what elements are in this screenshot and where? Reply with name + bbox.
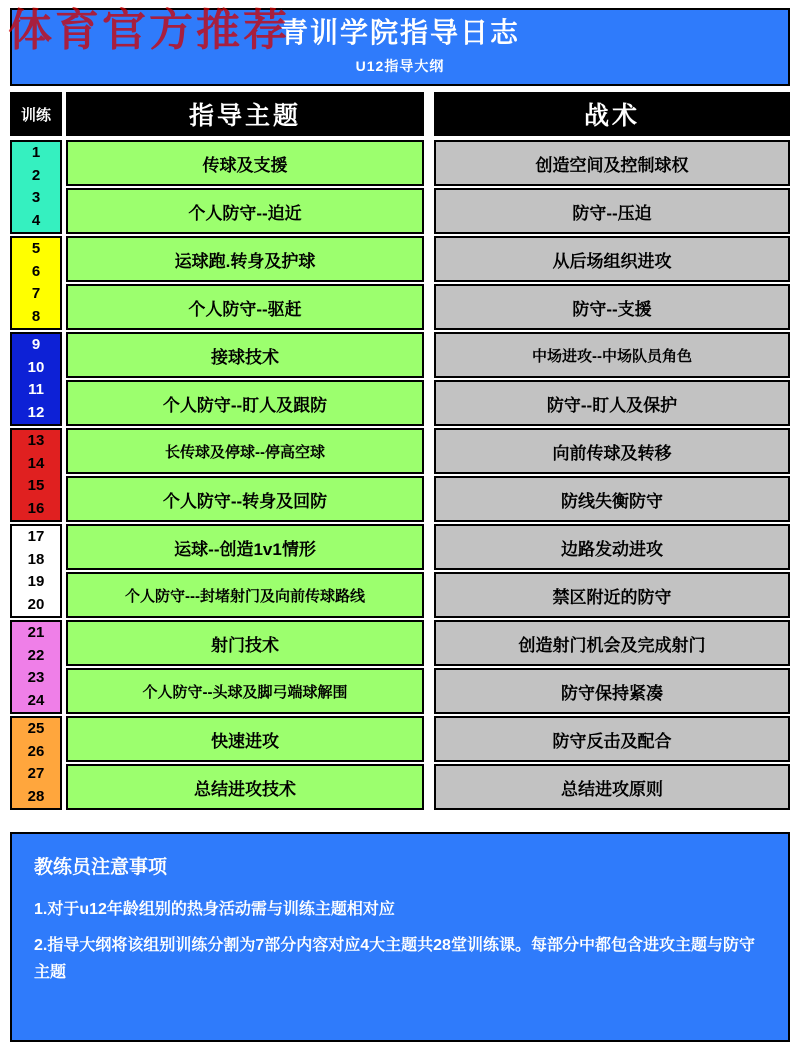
topic-cell: 个人防守--迫近 [66,188,424,234]
table-row [66,764,790,810]
table-row [66,572,790,618]
topic-cell: 长传球及停球--停高空球 [66,428,424,474]
session-number: 1 [31,144,41,162]
session-number: 9 [31,336,41,354]
session-number-group [10,236,62,330]
session-number: 14 [27,454,45,472]
training-table [10,92,790,812]
session-number: 26 [27,742,45,760]
session-number: 27 [27,765,45,783]
topic-cell: 个人防守--转身及回防 [66,476,424,522]
session-number: 12 [27,403,45,421]
topic-cell: 快速进攻 [66,716,424,762]
session-number-group [10,524,62,618]
session-number: 11 [28,381,44,399]
tactic-cell: 防线失衡防守 [434,476,790,522]
table-body [10,140,790,812]
session-number: 16 [27,499,45,517]
session-number: 18 [27,550,45,568]
topic-cell: 射门技术 [66,620,424,666]
topic-cell: 运球--创造1v1情形 [66,524,424,570]
session-number: 23 [27,669,45,687]
session-number-group [10,620,62,714]
topic-cell: 个人防守--头球及脚弓端球解围 [66,668,424,714]
column-header-tactic: 战术 [434,92,790,136]
session-number: 17 [27,528,45,546]
session-number: 24 [27,691,45,709]
tactic-cell: 防守--支援 [434,284,790,330]
table-row [66,668,790,714]
topic-cell: 接球技术 [66,332,424,378]
coach-notes-title: 教练员注意事项 [34,857,168,878]
topic-cell: 个人防守--盯人及跟防 [66,380,424,426]
tactic-cell: 总结进攻原则 [434,764,790,810]
tactic-cell: 防守--压迫 [434,188,790,234]
topic-cell: 运球跑.转身及护球 [66,236,424,282]
watermark-text: 体育官方推荐 [8,6,290,55]
coach-note-line: 1.对于u12年龄组别的热身活动需与训练主题相对应 [34,901,395,918]
table-row [66,620,790,666]
session-number: 2 [31,166,41,184]
session-number: 3 [31,189,41,207]
session-number-group [10,332,62,426]
table-row [66,140,790,186]
session-number-group [10,140,62,234]
table-row [66,428,790,474]
column-header-number: 训练 [10,92,62,136]
tactic-cell: 中场进攻--中场队员角色 [434,332,790,378]
coach-note-line: 2.指导大纲将该组别训练分割为7部分内容对应4大主题共28堂训练课。每部分中都包含进攻主题与防守主题 [34,937,755,981]
session-number: 20 [27,595,45,613]
table-row [66,332,790,378]
coach-notes-box [10,832,790,1042]
table-header-row [10,92,790,136]
session-number-column [10,140,62,812]
table-row [66,476,790,522]
session-number: 10 [27,358,45,376]
tactic-cell: 向前传球及转移 [434,428,790,474]
coach-notes-body [34,897,766,986]
topic-cell: 个人防守--驱赶 [66,284,424,330]
session-number: 21 [27,624,45,642]
tactic-cell: 防守反击及配合 [434,716,790,762]
table-row [66,716,790,762]
topic-cell: 总结进攻技术 [66,764,424,810]
table-row [66,284,790,330]
tactic-cell: 创造射门机会及完成射门 [434,620,790,666]
session-number: 7 [31,285,41,303]
session-number-group [10,716,62,810]
session-number: 4 [31,211,41,229]
tactic-cell: 创造空间及控制球权 [434,140,790,186]
session-number: 5 [31,240,41,258]
tactic-cell: 防守--盯人及保护 [434,380,790,426]
session-number: 22 [27,646,45,664]
table-row [66,188,790,234]
table-row [66,236,790,282]
page-subtitle: U12指导大纲 [355,58,445,75]
session-number: 13 [27,432,45,450]
tactic-cell: 禁区附近的防守 [434,572,790,618]
topic-cell: 传球及支援 [66,140,424,186]
page-title: 青训学院指导日志 [279,16,520,48]
session-number-group [10,428,62,522]
session-rows-column [66,140,790,812]
session-number: 19 [27,573,45,591]
tactic-cell: 边路发动进攻 [434,524,790,570]
topic-cell: 个人防守---封堵射门及向前传球路线 [66,572,424,618]
session-number: 15 [27,477,45,495]
session-number: 8 [31,307,41,325]
column-header-topic: 指导主题 [66,92,424,136]
tactic-cell: 防守保持紧凑 [434,668,790,714]
table-row [66,524,790,570]
session-number: 25 [27,720,45,738]
session-number: 28 [27,787,45,805]
tactic-cell: 从后场组织进攻 [434,236,790,282]
table-row [66,380,790,426]
session-number: 6 [31,262,41,280]
